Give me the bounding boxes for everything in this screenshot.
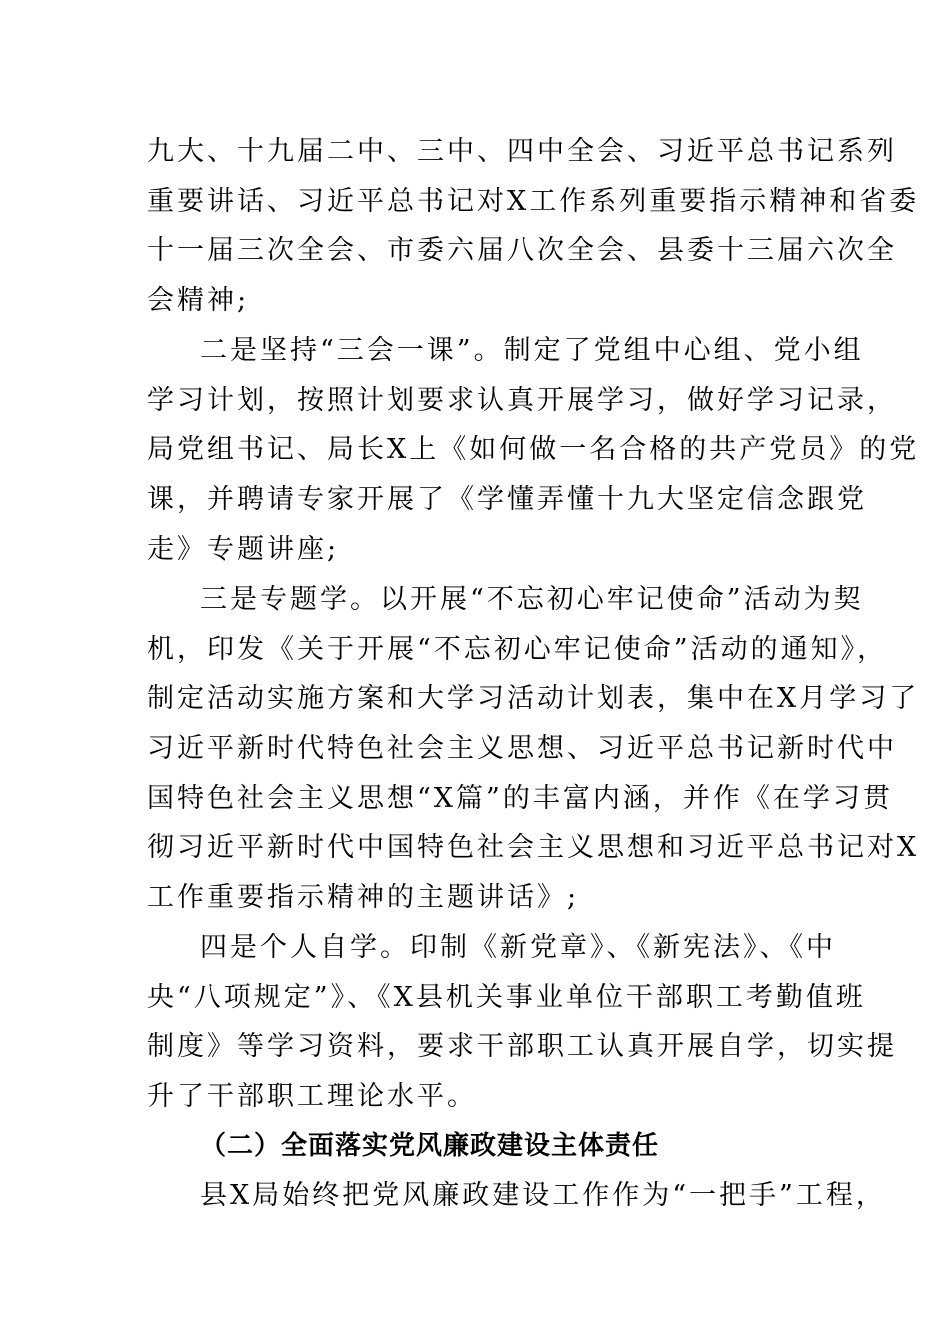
- text-line: 走》专题讲座;: [147, 534, 340, 565]
- text-line: 课，并聘请专家开展了《学懂弄懂十九大坚定信念跟党: [147, 484, 867, 515]
- text-line: 重要讲话、习近平总书记对X工作系列重要指示精神和省委: [147, 186, 920, 217]
- text-line: 升了干部职工理论水平。: [147, 1081, 477, 1112]
- text-line: 央“八项规定”》、《X县机关事业单位干部职工考勤值班: [147, 982, 866, 1013]
- text-line: 机，印发《关于开展“不忘初心牢记使命”活动的通知》，: [147, 634, 888, 665]
- text-line: 制定活动实施方案和大学习活动计划表，集中在X月学习了: [147, 683, 920, 714]
- text-line: 学习计划，按照计划要求认真开展学习，做好学习记录，: [147, 385, 897, 416]
- text-line: 三是专题学。以开展“不忘初心牢记使命”活动为契: [200, 584, 864, 615]
- text-line: 习近平新时代特色社会主义思想、习近平总书记新时代中: [147, 733, 897, 764]
- text-line: 县X局始终把党风廉政建设工作作为“一把手”工程，: [200, 1180, 886, 1211]
- text-line: 会精神;: [147, 285, 250, 316]
- text-line: 制度》等学习资料，要求干部职工认真开展自学，切实提: [147, 1031, 897, 1062]
- text-line: 国特色社会主义思想“X篇”的丰富内涵，并作《在学习贯: [147, 783, 893, 814]
- text-line: 工作重要指示精神的主题讲话》;: [147, 882, 580, 913]
- text-line: 四是个人自学。印制《新党章》、《新宪法》、《中: [200, 932, 836, 963]
- text-line: 十一届三次全会、市委六届八次全会、县委十三届六次全: [147, 235, 897, 266]
- text-line: 局党组书记、局长X上《如何做一名合格的共产党员》的党: [147, 434, 920, 465]
- text-line: 九大、十九届二中、三中、四中全会、习近平总书记系列: [147, 136, 897, 167]
- section-heading: （二）全面落实党风廉政建设主体责任: [200, 1131, 660, 1161]
- text-line: 二是坚持“三会一课”。制定了党组中心组、党小组: [200, 335, 864, 366]
- text-line: 彻习近平新时代中国特色社会主义思想和习近平总书记对X: [147, 832, 920, 863]
